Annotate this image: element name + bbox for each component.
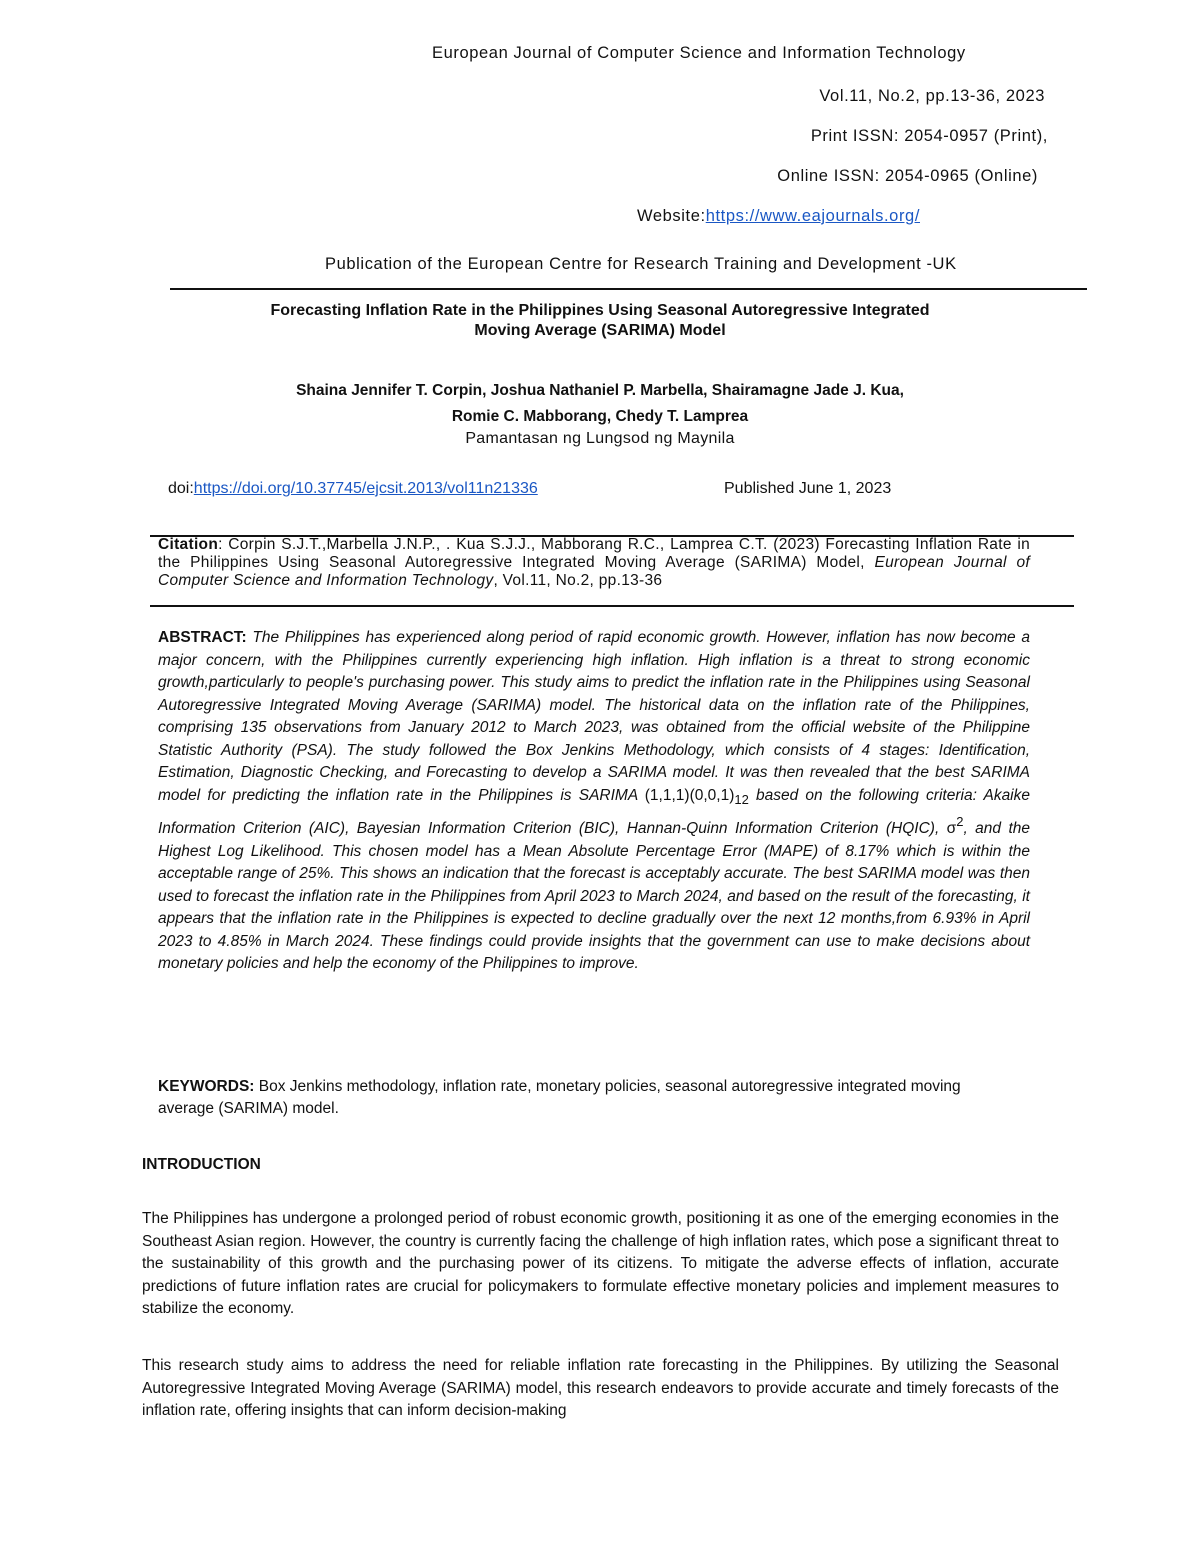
- volume-info: Vol.11, No.2, pp.13-36, 2023: [819, 87, 1045, 105]
- sarima-model-subscript: 12: [734, 791, 749, 807]
- website-label: Website:: [637, 207, 706, 225]
- abstract-text-b: based on the following criteria: Akaike Information Criterion (AIC), Bayesian Information Criterion (BIC), Hannan-Quinn Information Criterion (HQIC),: [158, 786, 1030, 837]
- doi-label: doi:: [168, 480, 194, 497]
- keywords-text: Box Jenkins methodology, inflation rate, monetary policies, seasonal autoregressive integrated moving average (SARIMA) model.: [158, 1078, 961, 1117]
- publisher-line: Publication of the European Centre for Research Training and Development -UK: [325, 255, 957, 273]
- introduction-paragraph-1: The Philippines has undergone a prolonged period of robust economic growth, positioning it as one of the emerging economies in the Southeast Asian region. However, the country is currently facing the challenge of high inflation rates, which pose a significant threat to the sustainability of this growth and the purchasing power of its citizens. To mitigate the adverse effects of inflation, accurate predictions of future inflation rates are crucial for policymakers to formulate effective monetary policies and implement measures to stabilize the economy.: [142, 1210, 1059, 1317]
- website-link[interactable]: https://www.eajournals.org/: [705, 207, 920, 225]
- sarima-model: (1,1,1)(0,0,1): [644, 786, 735, 804]
- keywords-label: KEYWORDS:: [158, 1078, 255, 1095]
- paper-title: [150, 301, 1050, 341]
- citation-label: Citation: [158, 536, 219, 553]
- header-divider: [170, 288, 1087, 290]
- print-issn: Print ISSN: 2054-0957 (Print),: [810, 127, 1048, 145]
- introduction-paragraph-2: This research study aims to address the need for reliable inflation rate forecasting in the Philippines. By utilizing the Seasonal Autoregressive Integrated Moving Average (SARIMA) model, this research endeavors to provide accurate and timely forecasts of the inflation rate, offering insights that can inform decision-making: [142, 1357, 1059, 1419]
- sigma-symbol: σ: [946, 820, 957, 837]
- journal-name: European Journal of Computer Science and Information Technology: [432, 44, 966, 62]
- citation-bottom-divider: [150, 605, 1074, 607]
- citation-block: [158, 536, 1030, 590]
- sigma-superscript: 2: [956, 814, 964, 829]
- title-line-1: Forecasting Inflation Rate in the Philippines Using Seasonal Autoregressive Integrated: [270, 302, 930, 319]
- citation-text-a: : Corpin S.J.T.,Marbella J.N.P., . Kua S.J.J., Mabborang R.C., Lamprea C.T. (2023) Forecasting Inflation Rate in the Philippines Using Seasonal Autoregressive Integrated Moving Average (SARIMA) Model,: [158, 536, 1030, 571]
- doi-link[interactable]: https://doi.org/10.37745/ejcsit.2013/vol11n21336: [193, 480, 538, 497]
- citation-text-b: , Vol.11, No.2, pp.13-36: [493, 572, 663, 589]
- affiliation: Pamantasan ng Lungsod ng Maynila: [465, 430, 735, 447]
- introduction-heading: INTRODUCTION: [142, 1156, 261, 1173]
- author-list: [150, 378, 1050, 430]
- abstract-label: ABSTRACT:: [158, 629, 247, 646]
- website-line: [637, 207, 920, 226]
- abstract-block: [158, 627, 1030, 976]
- citation-journal: European Journal of Computer Science and Information Technology: [158, 554, 1030, 589]
- abstract-text-a: The Philippines has experienced along period of rapid economic growth. However, inflation has now become a major concern, with the Philippines currently experiencing high inflation. High inflation is a threat to strong economic growth,particularly to people's purchasing power. This study aims to predict the inflation rate in the Philippines using Seasonal Autoregressive Integrated Moving Average (SARIMA) model. The historical data on the inflation rate of the Philippines, comprising 135 observations from January 2012 to March 2023, was obtained from the official website of the Philippine Statistic Authority (PSA). The study followed the Box Jenkins Methodology, which consists of 4 stages: Identification, Estimation, Diagnostic Checking, and Forecasting to develop a SARIMA model. It was then revealed that the best SARIMA model for predicting the inflation rate in the Philippines is SARIMA: [158, 629, 1030, 804]
- abstract-text-c: , and the Highest Log Likelihood. This chosen model has a Mean Absolute Percentage Error (MAPE) of 8.17% which is within the acceptable range of 25%. This shows an indication that the forecast is acceptably accurate. The best SARIMA model was then used to forecast the inflation rate in the Philippines from April 2023 to March 2024, and based on the result of the forecasting, it appears that the inflation rate in the Philippines is expected to decline gradually over the next 12 months,from 6.93% in April 2023 to 4.85% in March 2024. These findings could provide insights that the government can use to make decisions about monetary policies and help the economy of the Philippines to improve.: [158, 820, 1030, 972]
- authors-line-2: Romie C. Mabborang, Chedy T. Lamprea: [451, 408, 749, 425]
- authors-line-1: Shaina Jennifer T. Corpin, Joshua Nathaniel P. Marbella, Shairamagne Jade J. Kua,: [296, 382, 904, 399]
- online-issn: Online ISSN: 2054-0965 (Online): [777, 167, 1038, 185]
- doi-line: [168, 480, 538, 498]
- published-date: Published June 1, 2023: [724, 480, 892, 497]
- keywords-block: [158, 1076, 978, 1120]
- title-line-2: Moving Average (SARIMA) Model: [474, 322, 726, 339]
